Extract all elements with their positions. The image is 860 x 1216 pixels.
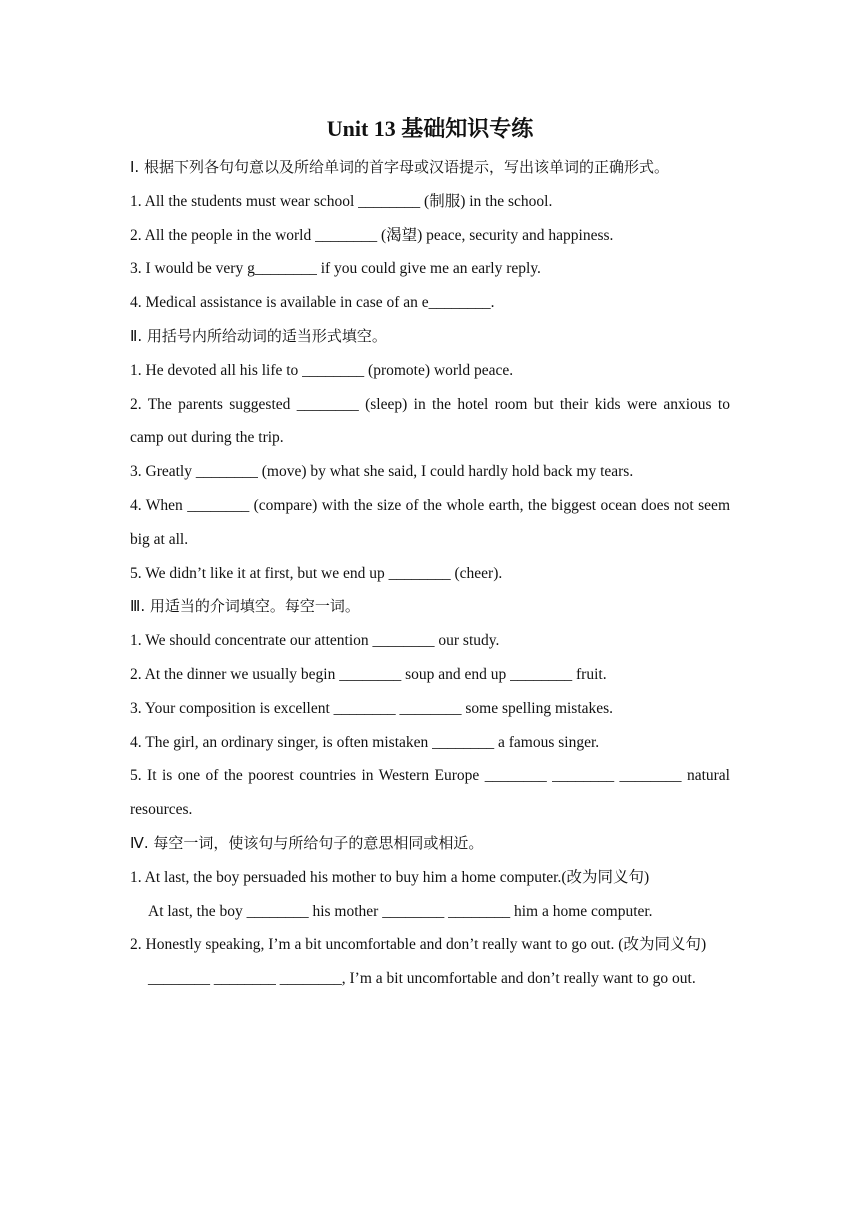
- exercise-line: At last, the boy ________ his mother ________ ________ him a home computer.: [148, 902, 653, 920]
- exercise-line: 2. All the people in the world ________ (渴望) peace, security and happiness.: [130, 226, 614, 244]
- exercise-line: ________ ________ ________, I’m a bit uncomfortable and don’t really want to go out.: [148, 970, 696, 988]
- exercise-line: 1. At last, the boy persuaded his mother to buy him a home computer.(改为同义句): [130, 868, 650, 886]
- exercise-line: 1. We should concentrate our attention ________ our study.: [130, 632, 500, 650]
- exercise-line: 4. When ________ (compare) with the size of the whole earth, the biggest ocean does not seem big at all.: [130, 496, 730, 548]
- section-heading: Ⅱ. 用括号内所给动词的适当形式填空。: [130, 326, 387, 345]
- exercise-list: [130, 151, 730, 996]
- exercise-line: 1. He devoted all his life to ________ (promote) world peace.: [130, 361, 514, 379]
- exercise-line: 1. All the students must wear school ________ (制服) in the school.: [130, 192, 553, 210]
- exercise-line: 2. The parents suggested ________ (sleep) in the hotel room but their kids were anxious to camp out during the trip.: [130, 395, 730, 447]
- section-heading: Ⅳ. 每空一词，使该句与所给句子的意思相同或相近。: [130, 833, 484, 852]
- exercise-line: 5. It is one of the poorest countries in Western Europe ________ ________ ________ natural resources.: [130, 767, 730, 819]
- section-heading: Ⅲ. 用适当的介词填空。每空一词。: [130, 597, 360, 616]
- exercise-line: 4. Medical assistance is available in case of an e________.: [130, 294, 495, 312]
- exercise-line: 5. We didn’t like it at first, but we end up ________ (cheer).: [130, 564, 503, 582]
- page-title: Unit 13 基础知识专练: [326, 116, 534, 141]
- worksheet-page: [130, 112, 730, 996]
- exercise-line: 3. Your composition is excellent ________ ________ some spelling mistakes.: [130, 699, 614, 717]
- exercise-line: 3. I would be very g________ if you could give me an early reply.: [130, 260, 541, 278]
- exercise-line: 2. Honestly speaking, I’m a bit uncomfortable and don’t really want to go out. (改为同义句): [130, 936, 707, 954]
- section-heading: Ⅰ. 根据下列各句句意以及所给单词的首字母或汉语提示，写出该单词的正确形式。: [130, 158, 669, 176]
- exercise-line: 4. The girl, an ordinary singer, is often mistaken ________ a famous singer.: [130, 733, 600, 751]
- exercise-line: 3. Greatly ________ (move) by what she said, I could hardly hold back my tears.: [130, 463, 634, 481]
- exercise-line: 2. At the dinner we usually begin ________ soup and end up ________ fruit.: [130, 665, 607, 683]
